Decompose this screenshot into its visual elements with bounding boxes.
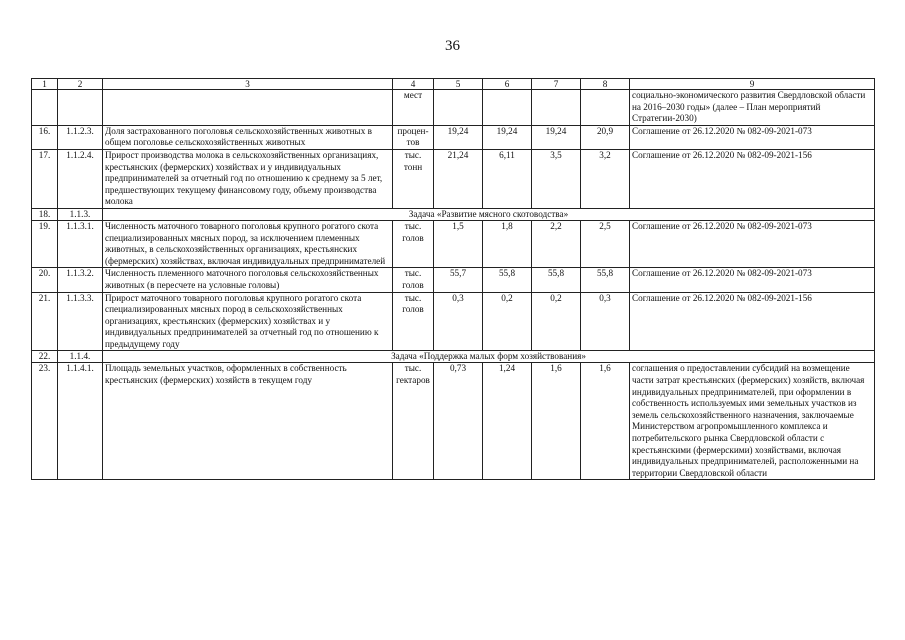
indicators-table [31, 78, 875, 480]
page-number: 36 [445, 38, 460, 54]
table-row [32, 125, 875, 149]
row-number: 20. [32, 268, 58, 292]
value-cell [581, 90, 630, 126]
indicator-name: Численность племенного маточного поголовья сельскохозяйственных животных (в пересчете на условные головы) [103, 268, 393, 292]
row-code: 1.1.3.3. [58, 292, 103, 351]
header-cell: 4 [393, 79, 434, 90]
indicator-name: Доля застрахованного поголовья сельскохозяйственных животных в общем поголовье сельскохозяйственных животных [103, 125, 393, 149]
task-row [32, 351, 875, 363]
source-note: Соглашение от 26.12.2020 № 082-09-2021-073 [630, 220, 875, 267]
source-note: Соглашение от 26.12.2020 № 082-09-2021-156 [630, 292, 875, 351]
unit-cell: тыс. голов [393, 292, 434, 351]
value-cell: 0,2 [483, 292, 532, 351]
row-number [32, 90, 58, 126]
header-cell: 1 [32, 79, 58, 90]
row-number: 22. [32, 351, 58, 363]
source-note: Соглашение от 26.12.2020 № 082-09-2021-073 [630, 125, 875, 149]
value-cell: 6,11 [483, 149, 532, 208]
source-note: социально-экономического развития Свердловской области на 2016–2030 годы» (далее – План мероприятий Стратегии-2030) [630, 90, 875, 126]
value-cell: 3,5 [532, 149, 581, 208]
value-cell: 19,24 [483, 125, 532, 149]
value-cell: 1,6 [581, 363, 630, 480]
indicator-name: Прирост маточного товарного поголовья крупного рогатого скота специализированных мясных пород в сельскохозяйственных организациях, крестьянских (фермерских) хозяйствах и у индивидуальных предпринимателей за отчетный год по отношению к предыдущему году [103, 292, 393, 351]
indicator-name: Численность маточного товарного поголовья крупного рогатого скота специализированных мясных пород, за исключением племенных животных, в сельскохозяйственных организациях, крестьянских (фермерских) хозяйствах, включая индивидуальных предпринимателей [103, 220, 393, 267]
table-row [32, 292, 875, 351]
table-body [32, 79, 875, 480]
header-cell: 6 [483, 79, 532, 90]
header-cell: 3 [103, 79, 393, 90]
unit-cell: тыс. голов [393, 220, 434, 267]
row-code: 1.1.2.4. [58, 149, 103, 208]
header-cell: 8 [581, 79, 630, 90]
row-code: 1.1.4.1. [58, 363, 103, 480]
value-cell: 1,8 [483, 220, 532, 267]
value-cell [532, 90, 581, 126]
value-cell: 20,9 [581, 125, 630, 149]
source-note: Соглашение от 26.12.2020 № 082-09-2021-156 [630, 149, 875, 208]
value-cell: 55,8 [483, 268, 532, 292]
table-row [32, 363, 875, 480]
row-number: 21. [32, 292, 58, 351]
header-row [32, 79, 875, 90]
table-row [32, 220, 875, 267]
value-cell [483, 90, 532, 126]
value-cell: 0,3 [581, 292, 630, 351]
row-number: 17. [32, 149, 58, 208]
value-cell: 1,5 [434, 220, 483, 267]
value-cell: 55,7 [434, 268, 483, 292]
row-code: 1.1.3.2. [58, 268, 103, 292]
value-cell: 21,24 [434, 149, 483, 208]
value-cell: 1,6 [532, 363, 581, 480]
task-title: Задача «Поддержка малых форм хозяйствования» [103, 351, 875, 363]
value-cell: 55,8 [532, 268, 581, 292]
row-number: 19. [32, 220, 58, 267]
value-cell: 2,2 [532, 220, 581, 267]
value-cell: 19,24 [532, 125, 581, 149]
row-code: 1.1.3. [58, 208, 103, 220]
value-cell: 2,5 [581, 220, 630, 267]
header-cell: 5 [434, 79, 483, 90]
indicator-name: Площадь земельных участков, оформленных в собственность крестьянских (фермерских) хозяйств в текущем году [103, 363, 393, 480]
value-cell: 19,24 [434, 125, 483, 149]
row-code: 1.1.3.1. [58, 220, 103, 267]
header-cell: 2 [58, 79, 103, 90]
value-cell [434, 90, 483, 126]
task-title: Задача «Развитие мясного скотоводства» [103, 208, 875, 220]
table-row [32, 149, 875, 208]
row-number: 16. [32, 125, 58, 149]
indicator-name: Прирост производства молока в сельскохозяйственных организациях, крестьянских (фермерских) хозяйствах и у индивидуальных предпринимателей за отчетный год по отношению к среднему за 5 лет, предшествующих текущему финансовому году, объему производства молока [103, 149, 393, 208]
indicator-name [103, 90, 393, 126]
unit-cell: тыс. тонн [393, 149, 434, 208]
row-code: 1.1.4. [58, 351, 103, 363]
row-number: 18. [32, 208, 58, 220]
row-number: 23. [32, 363, 58, 480]
unit-cell: мест [393, 90, 434, 126]
header-cell: 7 [532, 79, 581, 90]
value-cell: 0,2 [532, 292, 581, 351]
value-cell: 1,24 [483, 363, 532, 480]
source-note: соглашения о предоставлении субсидий на возмещение части затрат крестьянских (фермерских) хозяйств, включая индивидуальных предпринимателей, при оформлении в собственность используемых ими земельных участков из земель сельскохозяйственного назначения, заключаемые Министерством агропромышленного комплекса и потребительского рынка Свердловской области с крестьянскими (фермерскими) хозяйствами, включая индивидуальных предпринимателей, расположенными на территории Свердловской области [630, 363, 875, 480]
row-code [58, 90, 103, 126]
value-cell: 3,2 [581, 149, 630, 208]
table-row [32, 268, 875, 292]
unit-cell: процен-тов [393, 125, 434, 149]
value-cell: 0,3 [434, 292, 483, 351]
row-code: 1.1.2.3. [58, 125, 103, 149]
unit-cell: тыс. голов [393, 268, 434, 292]
value-cell: 0,73 [434, 363, 483, 480]
header-cell: 9 [630, 79, 875, 90]
table-row [32, 90, 875, 126]
unit-cell: тыс. гектаров [393, 363, 434, 480]
value-cell: 55,8 [581, 268, 630, 292]
task-row [32, 208, 875, 220]
source-note: Соглашение от 26.12.2020 № 082-09-2021-073 [630, 268, 875, 292]
